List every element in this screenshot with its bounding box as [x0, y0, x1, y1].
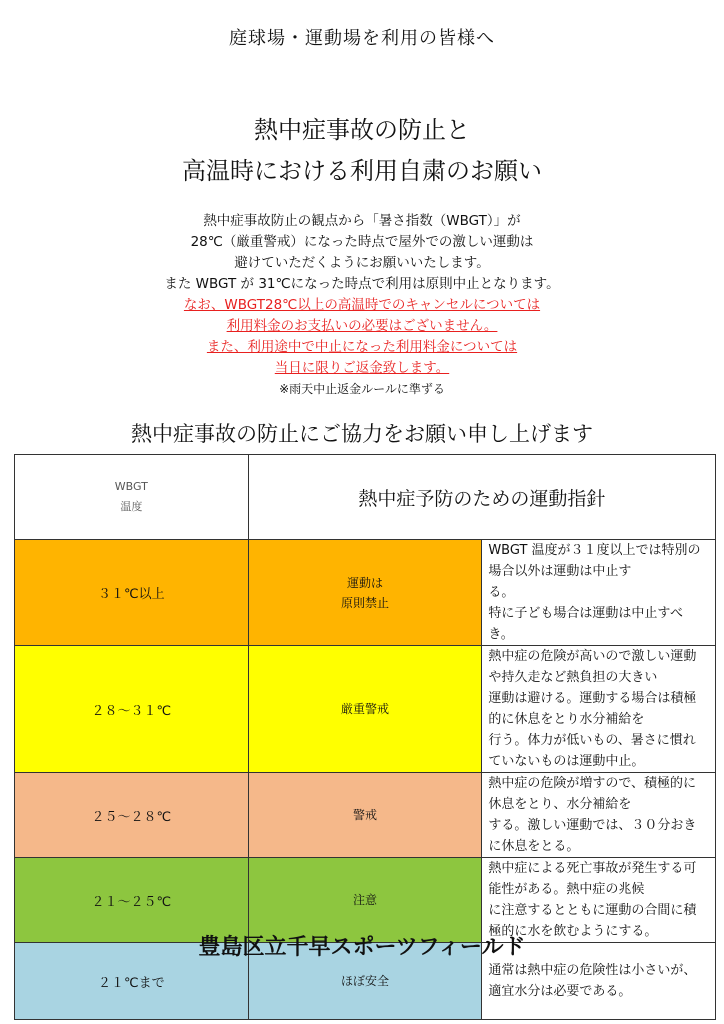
intro-line: 熱中症事故防止の観点から「暑さ指数（WBGT）」が: [203, 213, 521, 229]
intro-line: 避けていただくようにお願いいたします。: [234, 255, 490, 271]
table-header-row: [15, 455, 716, 540]
intro-line: また WBGT が 31℃になった時点で利用は原則中止となります。: [164, 276, 560, 292]
description-line: 適宜水分は必要である。: [488, 984, 632, 999]
warning-level-cell: [248, 646, 482, 773]
cooperation-request-heading: 熱中症事故の防止にご協力をお願い申し上げます: [131, 422, 593, 446]
description-line: WBGT 温度が３１度以上では特別の場合以外は運動は中止す: [488, 543, 701, 579]
guideline-description-cell: [482, 646, 716, 773]
refund-notice-line: なお、WBGT28℃以上の高温時でのキャンセルについては: [183, 297, 541, 313]
table-row: [15, 540, 716, 646]
description-line: 行う。体力が低いもの、暑さに慣れていないものは運動中止。: [488, 733, 696, 769]
warning-level-label: 原則禁止: [340, 595, 389, 610]
description-line: 熱中症の危険が高いので激しい運動や持久走など熱負担の大きい: [488, 649, 697, 685]
wbgt-header-cell: [15, 455, 249, 540]
refund-notice-line: 利用料金のお支払いの必要はございません。: [226, 318, 498, 334]
warning-level-label: 警戒: [352, 808, 377, 822]
guideline-description-cell: [482, 773, 716, 858]
temperature-cell: ２１～２５℃: [15, 858, 249, 943]
description-line: る。: [488, 585, 515, 600]
rain-rule-note: ※雨天中止返金ルールに準ずる: [279, 382, 445, 396]
description-line: 特に子ども場合は運動は中止すべき。: [488, 606, 684, 642]
refund-notice-line: 当日に限りご返金致します。: [274, 360, 450, 376]
temperature-cell: ２５～２８℃: [15, 773, 249, 858]
temperature-cell: ２１℃まで: [15, 943, 249, 1020]
description-line: 運動は避ける。運動する場合は積極的に休息をとり水分補給を: [488, 691, 697, 727]
wbgt-header-label: WBGT: [114, 480, 148, 493]
temperature-cell: ３１℃以上: [15, 540, 249, 646]
warning-level-label: 厳重警戒: [340, 702, 389, 716]
description-line: する。激しい運動では、３０分おきに休息をとる。: [488, 818, 697, 854]
warning-level-label: 運動は: [346, 575, 383, 590]
temperature-header-label: 温度: [120, 500, 143, 513]
intro-block: [0, 211, 724, 400]
intro-line: 28℃（厳重警戒）になった時点で屋外での激しい運動は: [190, 234, 534, 250]
guideline-title-cell: 熱中症予防のための運動指針: [248, 455, 715, 540]
description-line: に注意するとともに運動の合間に積極的に水を飲むようにする。: [488, 903, 697, 939]
description-line: 熱中症の危険が増すので、積極的に休息をとり、水分補給を: [488, 776, 697, 812]
title-line-1: 熱中症事故の防止と: [254, 116, 470, 144]
warning-level-label: 注意: [352, 893, 377, 907]
warning-level-cell: [248, 773, 482, 858]
title-line-2: 高温時における利用自粛のお願い: [182, 157, 542, 185]
refund-notice-line: また、利用途中で中止になった利用料金については: [206, 339, 518, 355]
description-line: 通常は熱中症の危険性は小さいが、: [488, 963, 697, 978]
guideline-description-cell: [482, 540, 716, 646]
table-row: [15, 646, 716, 773]
table-row: [15, 773, 716, 858]
warning-level-label: ほぼ安全: [340, 974, 389, 988]
warning-level-cell: [248, 540, 482, 646]
temperature-cell: ２８～３１℃: [15, 646, 249, 773]
description-line: 熱中症による死亡事故が発生する可能性がある。熱中症の兆候: [488, 861, 697, 897]
addressee-line: 庭球場・運動場を利用の皆様へ: [229, 28, 495, 49]
facility-name: 豊島区立千早スポーツフィールド: [198, 935, 526, 960]
